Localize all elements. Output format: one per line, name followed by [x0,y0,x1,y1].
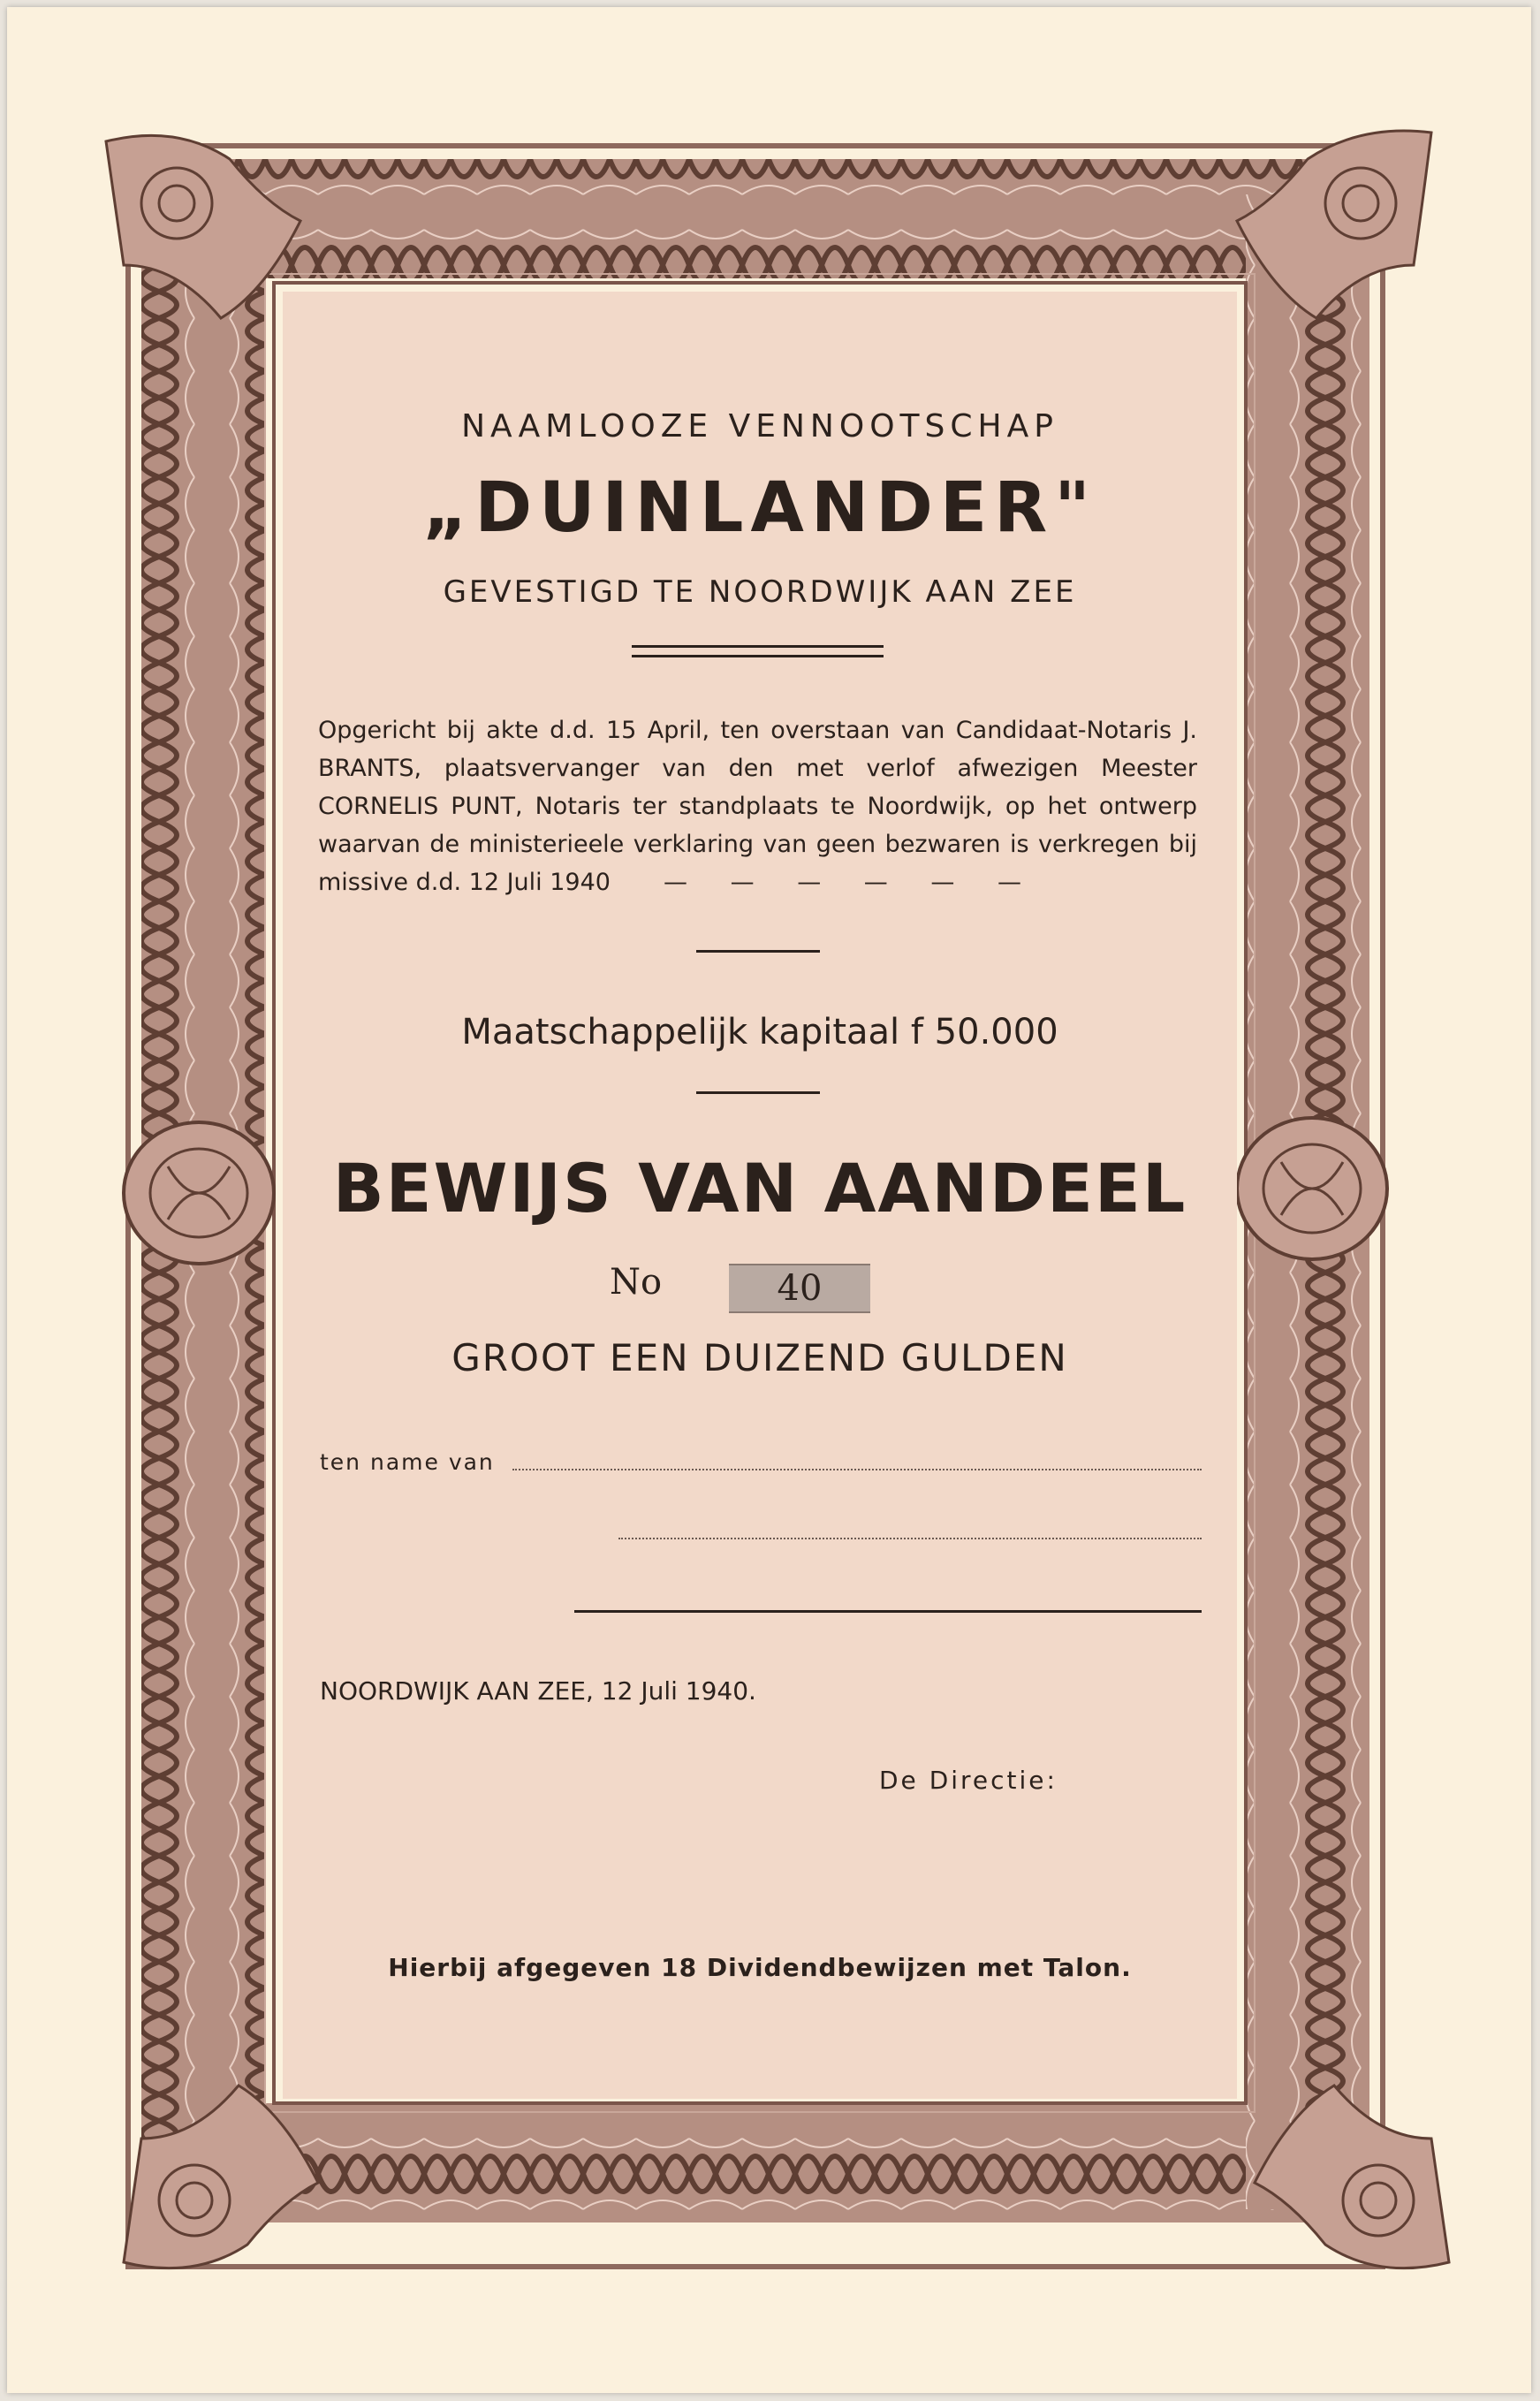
founding-paragraph [318,711,1197,901]
holder-name-line-1 [512,1469,1202,1470]
certificate-number: 40 [729,1264,870,1313]
share-capital: Maatschappelijk kapitaal f 50.000 [461,1012,1058,1052]
place-and-date: NOORDWIJK AAN ZEE, 12 Juli 1940. [320,1676,756,1706]
double-rule-top [632,645,884,648]
certificate-title: BEWIJS VAN AANDEEL [332,1149,1187,1227]
company-type: NAAMLOOZE VENNOOTSCHAP [461,408,1058,444]
rule-above-capital [696,950,820,953]
signatory-label: De Directie: [879,1766,1058,1795]
holder-name-line-2 [618,1538,1202,1539]
rule-below-capital [696,1091,820,1094]
company-seat: GEVESTIGD TE NOORDWIJK AAN ZEE [443,574,1077,610]
founding-text: Opgericht bij akte d.d. 15 April, ten overstaan van Candidaat-Notaris J. BRANTS, plaatsvervanger van den met verlof afwezigen Meester CORNELIS PUNT, Notaris ter standplaats te Noordwijk, op het ontwerp waarvan de ministerieele verklaring van geen bezwaren is verkregen bij missive d.d. 12 Juli 1940 [318,717,1197,896]
company-name: „DUINLANDER" [422,468,1097,548]
denomination: GROOT EEN DUIZEND GULDEN [451,1336,1068,1379]
founding-dashes: — — — — — — [664,869,1039,896]
number-label: No [610,1262,663,1303]
double-rule-bottom [632,655,884,657]
signature-rule [574,1610,1202,1613]
holder-name-label: ten name van [320,1449,495,1475]
dividend-coupons-note: Hierbij afgegeven 18 Dividendbewijzen met Talon. [388,1953,1132,1982]
